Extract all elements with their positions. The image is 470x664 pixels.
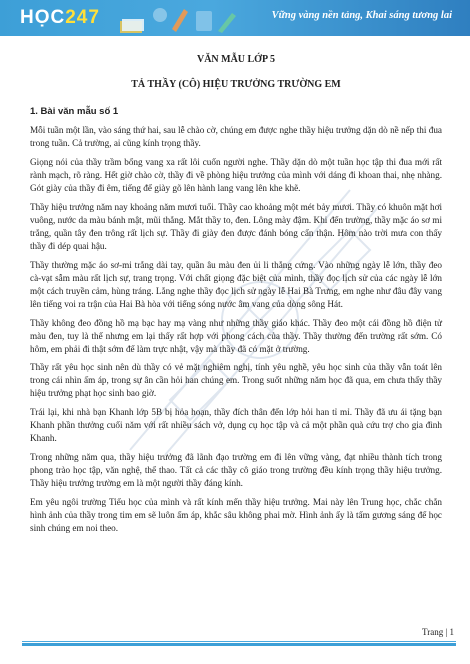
document-title: VĂN MẪU LỚP 5 [196, 54, 276, 65]
paragraph: Mỗi tuần một lần, vào sáng thứ hai, sau lễ chào cờ, chúng em được nghe thầy hiệu trưởng dặn dò nề nếp thi đua trong tuần. Cả trường, ai cũng kính trọng thầy. [30, 125, 442, 149]
school-supplies-icon [112, 3, 242, 35]
paragraph: Thầy hiệu trưởng năm nay khoảng năm mươi tuổi. Thầy cao khoảng một mét bảy mươi. Thầy có khuôn mặt hơi vuông, nước da màu bánh mật, mũi thẳng. Mắt thầy to, đen. Lông mày đậm. Khi đến trường, thầy mặc áo sơ mi trắng, quần tây đen trông rất lịch sự. Thầy đi giày đen được đánh bóng cẩn thận. Hôm nào trời mưa con thấy thầy đi dép quai hậu. [30, 201, 442, 252]
logo-number: 247 [65, 7, 100, 28]
paragraph: Em yêu ngôi trường Tiểu học của mình và rất kính mến thầy hiệu trưởng. Mai này lên Trung học, chắc chắn hình ảnh của thầy trong tim em sẽ luôn ấm áp, khắc sâu không phai mờ. Hình ảnh ấy là tấm gương sáng để học sinh chúng em noi theo. [30, 496, 442, 533]
paragraph: Trái lại, khi nhà bạn Khanh lớp 5B bị hỏa hoạn, thầy đích thân đến lớp hỏi han tỉ mỉ. Thầy đã ưu ái tặng bạn Khanh phần thưởng cuối năm với rất nhiều sách vở, dụng cụ học tập và cả một phần quà cứu trợ cho gia đình Khanh. [30, 407, 442, 444]
site-tagline: Vững vàng nền tảng, Khai sáng tương lai [271, 10, 452, 21]
paragraph: Thầy thường mặc áo sơ-mi trắng dài tay, quần âu màu đen ủi li thẳng cứng. Vào những ngày lễ lớn, thầy đeo cà-vạt sẫm màu rất lịch sự, trang trọng. Với chất giọng đặc biệt của mình, thầy đọc lịch sử của các ngày lễ lớn một cách truyền cảm, hùng tráng. Lắng nghe thầy đọc lịch sử ngày lễ Hai Bà Trưng, em nghe như đâu đây vang lên tiếng voi ra trận của Hai Bà hòa với tiếng sóng nước âm vang của dòng sông Hát. [30, 259, 442, 309]
footer-rule [22, 643, 456, 646]
paragraph: Trong những năm qua, thầy hiệu trưởng đã lãnh đạo trường em đi lên vững vàng, đạt nhiều thành tích trong phong trào học tập, văn nghệ, thể thao. Tất cả các thầy cô giáo trong trường đều kính trọng thầy hiệu trưởng. Thầy hiệu trưởng trường em là một người thầy đáng kính. [30, 451, 442, 489]
document-body [30, 50, 442, 540]
page-number: Trang | 1 [422, 627, 454, 637]
paragraph: Thầy không đeo đồng hồ mạ bạc hay mạ vàng như những thầy giáo khác. Thầy đeo một cái đồng hồ điện tử màu đen, tuy là thế nhưng em lại thấy rất hợp với phong cách của thầy. Thầy thường đến trường rất sớm. Có hôm, em phải đi thật sớm để làm trực nhật, vậy mà thầy đã có mặt ở trường. [30, 317, 442, 354]
site-logo[interactable] [20, 7, 100, 29]
logo-text: HỌC [20, 7, 66, 28]
paragraph: Giọng nói của thầy trầm bổng vang xa rất lôi cuốn người nghe. Thầy dặn dò một tuần học tập thi đua mới rất rành mạch, rõ ràng. Hết giờ chào cờ, thầy đi về phòng hiệu trưởng của mình với dáng đi khoan thai, nhẹ nhàng. Gót giày của thầy đi êm, tiếng để giày gõ lên hành lang vang lên khe khẽ. [30, 156, 442, 194]
paragraph: Thầy rất yêu học sinh nên dù thầy có vẻ mặt nghiêm nghị, tính yêu nghề, yêu học sinh của thầy vẫn toát lên trong cái nhìn ấm áp, trong sự ân cần hỏi han chúng em. Trong suốt những năm học đã qua, em chưa thấy thầy hiệu trưởng phạt học sinh bao giờ. [30, 362, 442, 399]
document-subtitle: TẢ THẦY (CÔ) HIỆU TRƯỞNG TRƯỜNG EM [131, 79, 341, 91]
page-footer [22, 627, 456, 642]
site-header [0, 0, 470, 36]
section-heading: 1. Bài văn mẫu số 1 [30, 106, 119, 118]
